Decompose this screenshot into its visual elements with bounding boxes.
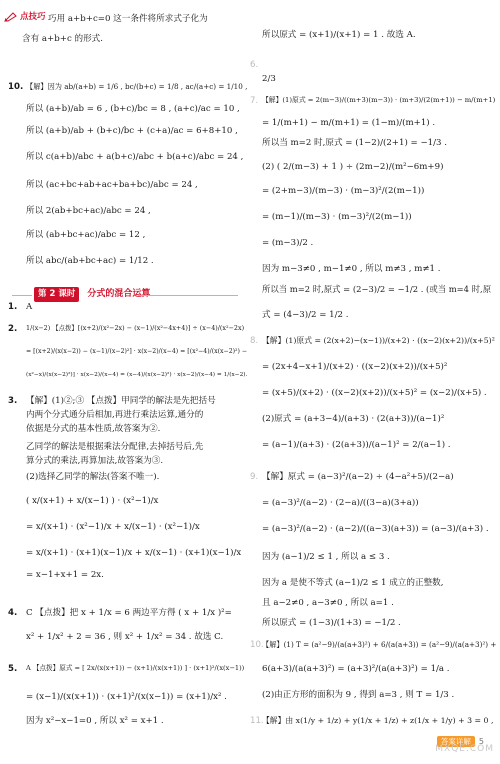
question-number: 7. (250, 96, 259, 106)
answer-line: = (a−3)²/(a−2) · (a−2)/((a−3)(a+3)) = (a−3)/(a+3) . (262, 524, 489, 534)
answer-line: = (m−3)/2 . (262, 238, 314, 248)
question-number: 5. (8, 664, 18, 674)
watermark: MXQE.COM (435, 744, 494, 754)
answer-line: 所以 (ab+bc+ac)/abc = 12 , (26, 230, 146, 240)
answer-line: 所以当 m=2 时,原式 = (1−2)/(2+1) = −1/3 . (262, 138, 447, 148)
answer-line: C 【点拨】把 x + 1/x = 6 两边平方得 ( x + 1/x )²= (26, 608, 232, 618)
answer-line: = x/(x+1) · (x+1)(x−1)/x + x/(x−1) · (x+1)(x−1)/x (26, 548, 242, 558)
answer-line: = [(x+2)/(x(x−2)) − (x−1)/(x−2)²] · x(x−2)/(x−4) = [(x²−4)/(x(x−2)²) − (26, 348, 248, 355)
answer-line: 内两个分式通分后相加,再进行乘法运算,通分的 (26, 410, 204, 420)
answer-line: 依据是分式的基本性质,故答案为②. (26, 424, 161, 434)
answer-line: 所以原式 = (x+1)/(x+1) = 1 . 故选 A. (262, 30, 416, 40)
answer-line: 【解】由 x(1/y + 1/z) + y(1/x + 1/z) + z(1/x + 1/y) + 3 = 0 , (262, 716, 494, 725)
question-number: 10. (8, 82, 24, 92)
answer-line: A (26, 302, 33, 312)
answer-line: 【解】因为 ab/(a+b) = 1/6 , bc/(b+c) = 1/8 , ac/(a+c) = 1/10 , (26, 82, 248, 91)
answer-line: 因为 (a−1)/2 ≤ 1 , 所以 a ≤ 3 . (262, 552, 390, 562)
answer-line: = x/(x+1) · (x²−1)/x + x/(x−1) · (x²−1)/x (26, 522, 200, 532)
answer-line: 【解】(1)原式 = 2(m−3)/((m+3)(m−3)) · (m+3)/(2(m+1)) − m/(m+1) (262, 96, 496, 104)
answer-line: 因为 m−3≠0 , m−1≠0 , 所以 m≠3 , m≠1 . (262, 264, 441, 274)
lesson-rule-right (138, 295, 238, 296)
answer-line: = (a−1)/(a+3) · (2(a+3))/(a−1)² = 2/(a−1) . (262, 440, 451, 450)
answer-line: 所以 abc/(ab+bc+ac) = 1/12 . (26, 256, 154, 266)
answer-line: 因为 x²−x−1=0 , 所以 x² = x+1 . (26, 716, 164, 726)
answer-line: 所以 (a+b)/ab = 6 , (b+c)/bc = 8 , (a+c)/ac = 10 , (26, 104, 240, 114)
pen-icon (4, 12, 18, 22)
answer-line: 因为 a 是使不等式 (a−1)/2 ≤ 1 成立的正整数, (262, 578, 444, 588)
question-number: 9. (250, 472, 259, 482)
question-number: 10. (250, 640, 264, 650)
question-number: 6. (250, 60, 259, 70)
answer-line: 1/(x−2) 【点拨】[(x+2)/(x²−2x) − (x−1)/(x²−4x+4)] ÷ (x−4)/(x²−2x) (26, 324, 245, 332)
question-number: 3. (8, 396, 18, 406)
answer-line: = x−1+x+1 = 2x. (26, 570, 104, 580)
answer-line: (x²−x)/(x(x−2)²)] · x(x−2)/(x−4) = (x−4)/(x(x−2)²) · x(x−2)/(x−4) = 1/(x−2). (26, 372, 248, 378)
question-number: 8. (250, 336, 259, 346)
answer-line: 所以 2(ab+bc+ac)/abc = 24 , (26, 206, 151, 216)
answer-line: ( x/(x+1) + x/(x−1) ) · (x²−1)/x (26, 496, 159, 506)
answer-line: = (2+m−3)/(m−3) · (m−3)²/(2(m−1)) (262, 186, 425, 196)
answer-line: 【解】(1)原式 = (2(x+2)−(x−1))/(x+2) · ((x−2)(x+2))/(x+5)² (262, 336, 495, 345)
tip-line-1: 巧用 a+b+c=0 这一条件将所求式子化为 (48, 14, 208, 24)
answer-line: 所以 c(a+b)/abc + a(b+c)/abc + b(a+c)/abc = 24 , (26, 152, 244, 162)
answer-line: (2)选择乙同学的解法(答案不唯一). (26, 472, 160, 482)
tip-label: 点技巧 (20, 12, 46, 22)
answer-line: 所以 (ac+bc+ab+ac+ba+bc)/abc = 24 , (26, 180, 198, 190)
answer-line: 【解】(1) T = (a²−9)/(a(a+3)²) + 6/(a(a+3)) = (a²−9)/(a(a+3)²) + (262, 640, 497, 649)
question-number: 1. (8, 302, 18, 312)
answer-line: = (2x+4−x+1)/(x+2) · ((x−2)(x+2))/(x+5)² (262, 362, 448, 372)
answer-line: (2)由正方形的面积为 9 , 得到 a=3 , 则 T = 1/3 . (262, 690, 455, 700)
question-number: 2. (8, 324, 18, 334)
answer-line: 【解】原式 = (a−3)²/(a−2) ÷ (4−a²+5)/(2−a) (262, 472, 454, 482)
answer-line: 6(a+3)/(a(a+3)²) = (a+3)²/(a(a+3)²) = 1/a . (262, 664, 450, 674)
lesson-tag: 第 2 课时 (34, 287, 79, 302)
question-number: 11. (250, 716, 264, 726)
answer-line: (2)原式 = (a+3−4)/(a+3) · (2(a+3))/(a−1)² (262, 414, 445, 424)
answer-line: 所以 (a+b)/ab + (b+c)/bc + (c+a)/ac = 6+8+10 , (26, 126, 238, 136)
answer-line: 所以当 m=2 时,原式 = (2−3)/2 = −1/2 . (或当 m=4 时,原 (262, 284, 492, 294)
answer-line: 2/3 (262, 74, 276, 84)
answer-line: A 【点拨】原式 = [ 2x/(x(x+1)) − (x+1)/(x(x+1)) ] · (x+1)²/(x(x−1)) (26, 664, 245, 672)
answer-line: 【解】(1)②;③ 【点拨】甲同学的解法是先把括号 (26, 396, 216, 406)
lesson-rule-left (12, 295, 32, 296)
page-number: 5 (478, 736, 484, 746)
tip-line-2: 含有 a+b+c 的形式. (22, 34, 104, 44)
footer-label: 答案详解 (437, 736, 475, 747)
answer-line: = (m−1)/(m−3) · (m−3)²/(2(m−1)) (262, 212, 412, 222)
answer-line: 乙同学的解法是根据乘法分配律,去掉括号后,先 (26, 442, 204, 452)
tip-badge (4, 12, 46, 23)
question-number: 4. (8, 608, 18, 618)
answer-line: 式 = (4−3)/2 = 1/2 . (262, 310, 349, 320)
answer-line: 且 a−2≠0 , a−3≠0 , 所以 a=1 . (262, 598, 394, 608)
answer-line: (2) ( 2/(m−3) + 1 ) ÷ (2m−2)/(m²−6m+9) (262, 162, 444, 172)
answer-line: = 1/(m+1) − m/(m+1) = (1−m)/(m+1) . (262, 118, 436, 128)
answer-line: = (a−3)²/(a−2) · (2−a)/((3−a)(3+a)) (262, 498, 419, 508)
lesson-header (34, 287, 150, 302)
answer-line: x² + 1/x² + 2 = 36 , 则 x² + 1/x² = 34 . 故选 C. (26, 632, 224, 642)
lesson-title: 分式的混合运算 (87, 288, 151, 299)
answer-line: 算分式的乘法,再算加法,故答案为③. (26, 456, 164, 466)
answer-line: 所以原式 = (1−3)/(1+3) = −1/2 . (262, 618, 401, 628)
answer-line: = (x−1)/(x(x+1)) · (x+1)²/(x(x−1)) = (x+1)/x² . (26, 692, 227, 702)
answer-line: = (x+5)/(x+2) · ((x−2)(x+2))/(x+5)² = (x−2)/(x+5) . (262, 388, 487, 398)
